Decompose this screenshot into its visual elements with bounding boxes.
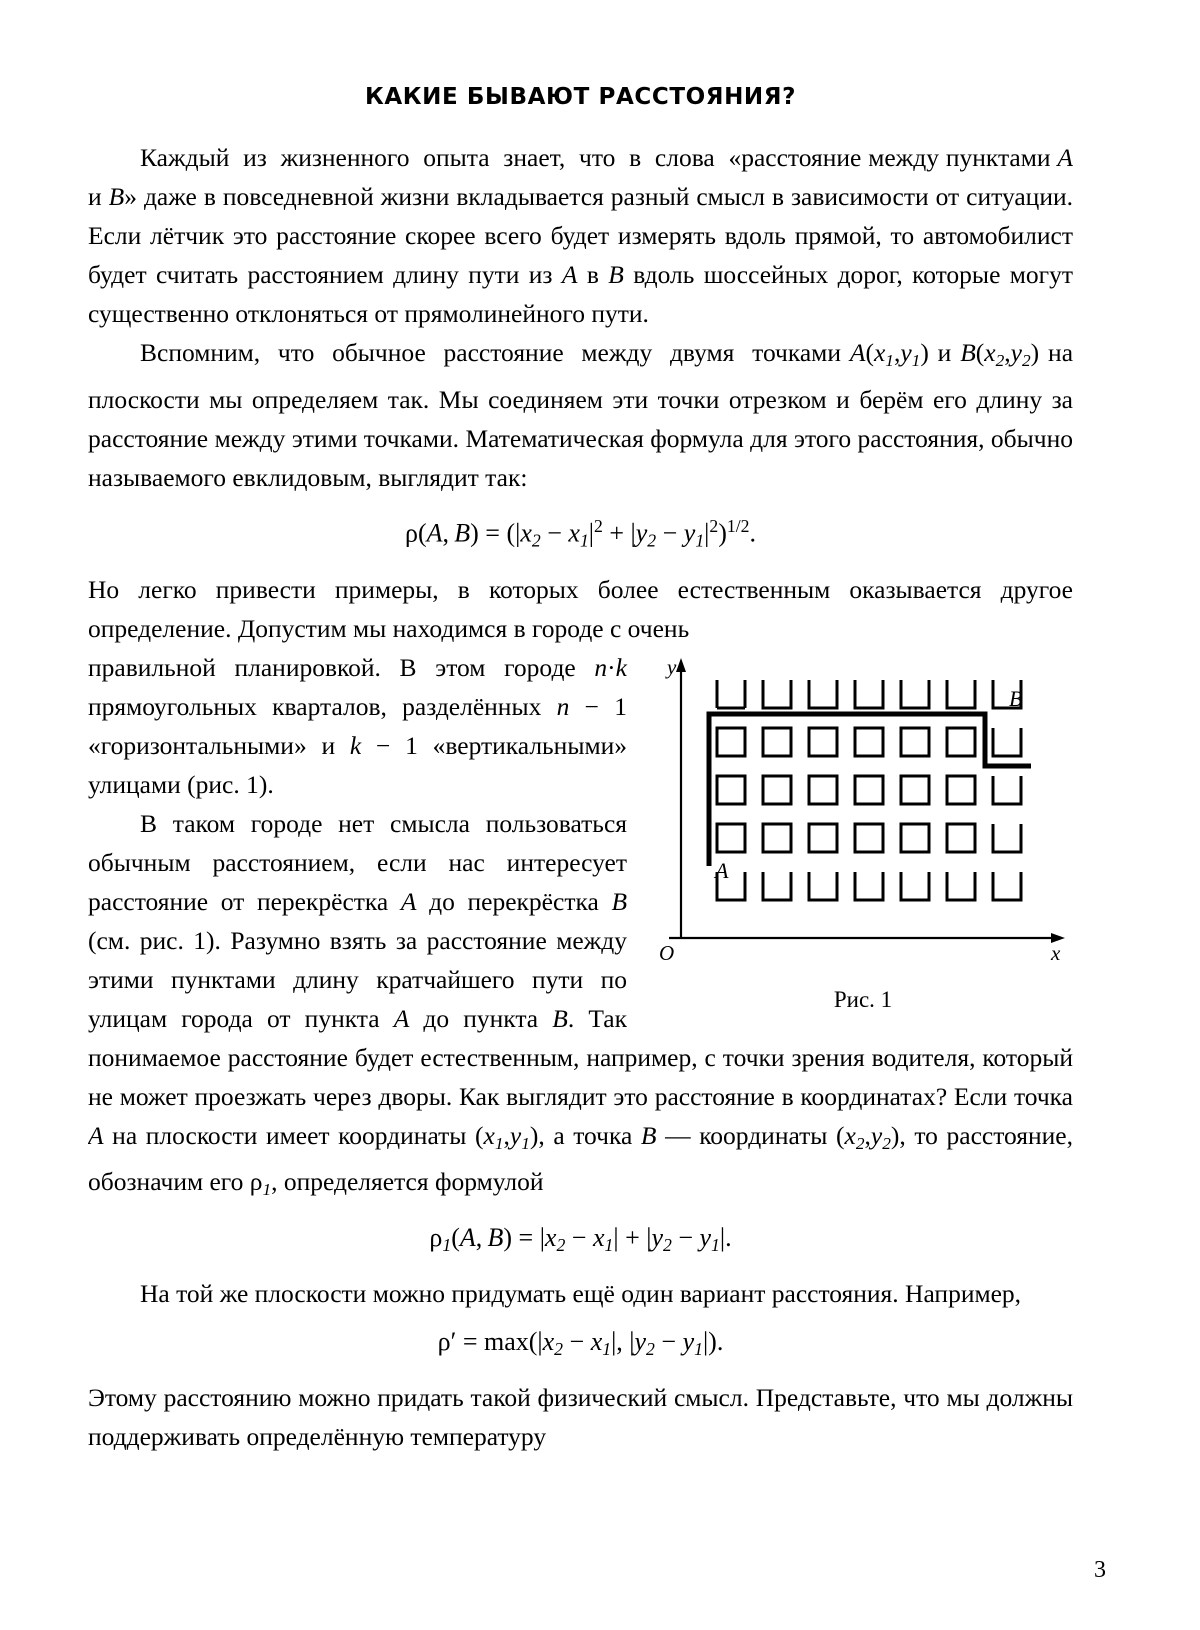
- paragraph-2: Вспомним, что обычное расстояние между двумя точками $A(x_1,y_1)$ и $B(x_2,y_2)$ на плоскости мы определяем так. Мы соединяем эти точки отрезком и берём его длину за расстояние между этими точками. Математическая формула для этого расстояния, обычно называемого евклидовым, выглядит так:: [88, 338, 1074, 492]
- paragraph-4: В таком городе нет смысла пользоваться обычным расстоянием, если нас интересует расстояние от перекрёстка A до перекрёстка B (см. рис. 1). Разумно взять за расстояние между этими пунктами длину кратчайшего пути по улицам города от пункта A до пункта B. Так понимаемое расстояние будет естественным, например, с точки зрения водителя, который не может проезжать через дворы. Как выглядит это расстояние в координатах? Если точка A на плоскости имеет координаты $(x_1,y_1)$, а точка B — координаты $(x_2,y_2)$, то расстояние, обозначим его $\rho_1$, определяется формулой: [88, 808, 1073, 1200]
- page-number: 3: [1094, 1557, 1106, 1583]
- point-a-label: A: [715, 857, 729, 883]
- figure-text-wrap: [88, 648, 1073, 1210]
- point-b-label: B: [1009, 685, 1023, 711]
- formula-taxicab: $\rho_1(A$, $B) = |x_2 - x_1| + |y_2 - y_1|$.: [429, 1223, 732, 1256]
- paragraph-3-body: правильной планировкой. В этом городе n·k прямоугольных кварталов, разделённых n − 1 «горизонтальными» и k − 1 «вертикальными» улицами (рис. 1).: [88, 652, 627, 799]
- paragraph-5: На той же плоскости можно придумать ещё один вариант расстояния. Например,: [140, 1279, 1022, 1309]
- paragraph-1: Каждый из жизненного опыта знает, что в слова «расстояние между пунктами A и B» даже в повседневной жизни вкладывается разный смысл в зависимости от ситуации. Если лётчик это расстояние скорее всего будет измерять вдоль прямой, то автомобилист будет считать расстоянием длину пути из A в B вдоль шоссейных дорог, которые могут существенно отклоняться от прямолинейного пути.: [88, 143, 1073, 328]
- formula-euclidean: ρ(A, $B) = (|x_2 - x_1|^2 + |y_2 - y_1|^2)^{1/2}$.: [405, 515, 756, 551]
- paragraph-3-lead: Но легко привести примеры, в которых более естественным оказывается другое определение. Допустим мы находимся в городе с очень: [88, 574, 1073, 643]
- city-grid-diagram: [653, 656, 1073, 976]
- figure-1: [653, 656, 1073, 1013]
- svg-text:y: y: [667, 655, 677, 679]
- page-content: [88, 84, 1073, 1456]
- formula-chebyshev: $\rho' = \max(|x_2 - x_1|$, $|y_2 - y_1|$).: [437, 1327, 724, 1360]
- figure-caption: Рис. 1: [833, 986, 893, 1012]
- svg-text:x: x: [1051, 940, 1061, 965]
- page-title: КАКИЕ БЫВАЮТ РАССТОЯНИЯ?: [364, 84, 797, 110]
- svg-text:O: O: [659, 940, 675, 965]
- paragraph-6: Этому расстоянию можно придать такой физический смысл. Представьте, что мы должны поддерживать определённую температуру: [88, 1383, 1073, 1452]
